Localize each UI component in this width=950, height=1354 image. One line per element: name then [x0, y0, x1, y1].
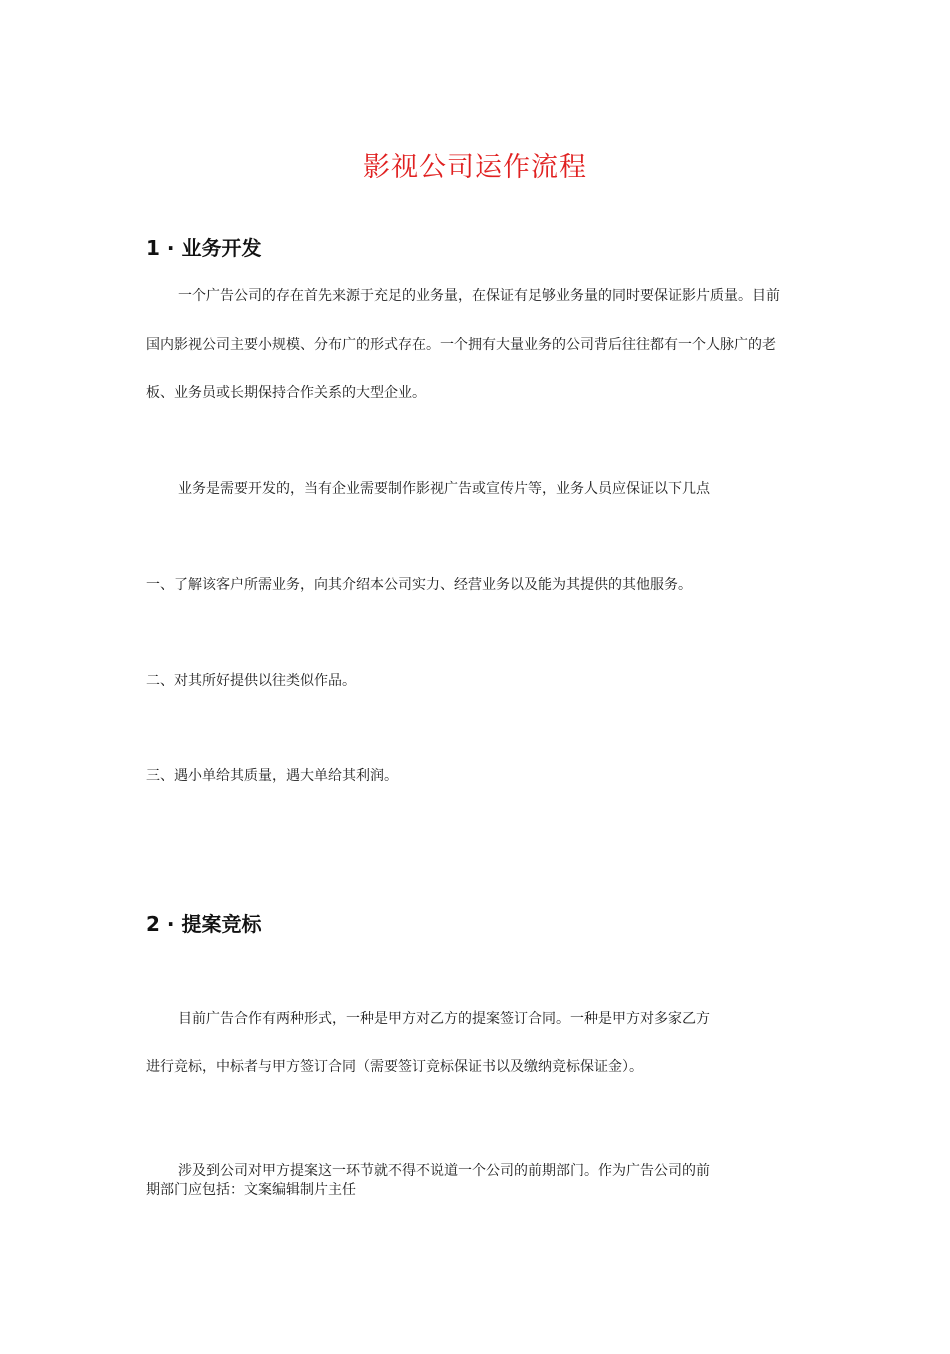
- document-title: 影视公司运作流程: [363, 152, 587, 183]
- paragraph-line: 一个广告公司的存在首先来源于充足的业务量，在保证有足够业务量的同时要保证影片质量。目前: [178, 288, 780, 304]
- list-item: 一、了解该客户所需业务，向其介绍本公司实力、经营业务以及能为其提供的其他服务。: [146, 577, 692, 593]
- paragraph-line: 进行竞标，中标者与甲方签订合同（需要签订竞标保证书以及缴纳竞标保证金）。: [146, 1059, 643, 1075]
- list-item: 三、遇小单给其质量，遇大单给其利润。: [146, 768, 398, 784]
- paragraph-line: 期部门应包括：文案编辑制片主任: [146, 1182, 356, 1198]
- section-heading-2: 2 · 提案竞标: [146, 912, 262, 936]
- paragraph-line: 涉及到公司对甲方提案这一环节就不得不说道一个公司的前期部门。作为广告公司的前: [178, 1163, 710, 1179]
- paragraph-line: 板、业务员或长期保持合作关系的大型企业。: [146, 385, 426, 401]
- section-heading-1: 1 · 业务开发: [146, 236, 262, 260]
- paragraph-line: 业务是需要开发的，当有企业需要制作影视广告或宣传片等，业务人员应保证以下几点: [178, 481, 710, 497]
- list-item: 二、对其所好提供以往类似作品。: [146, 673, 356, 689]
- paragraph-line: 国内影视公司主要小规模、分布广的形式存在。一个拥有大量业务的公司背后往往都有一个人脉广的老: [146, 337, 776, 353]
- paragraph-line: 目前广告合作有两种形式，一种是甲方对乙方的提案签订合同。一种是甲方对多家乙方: [178, 1011, 710, 1027]
